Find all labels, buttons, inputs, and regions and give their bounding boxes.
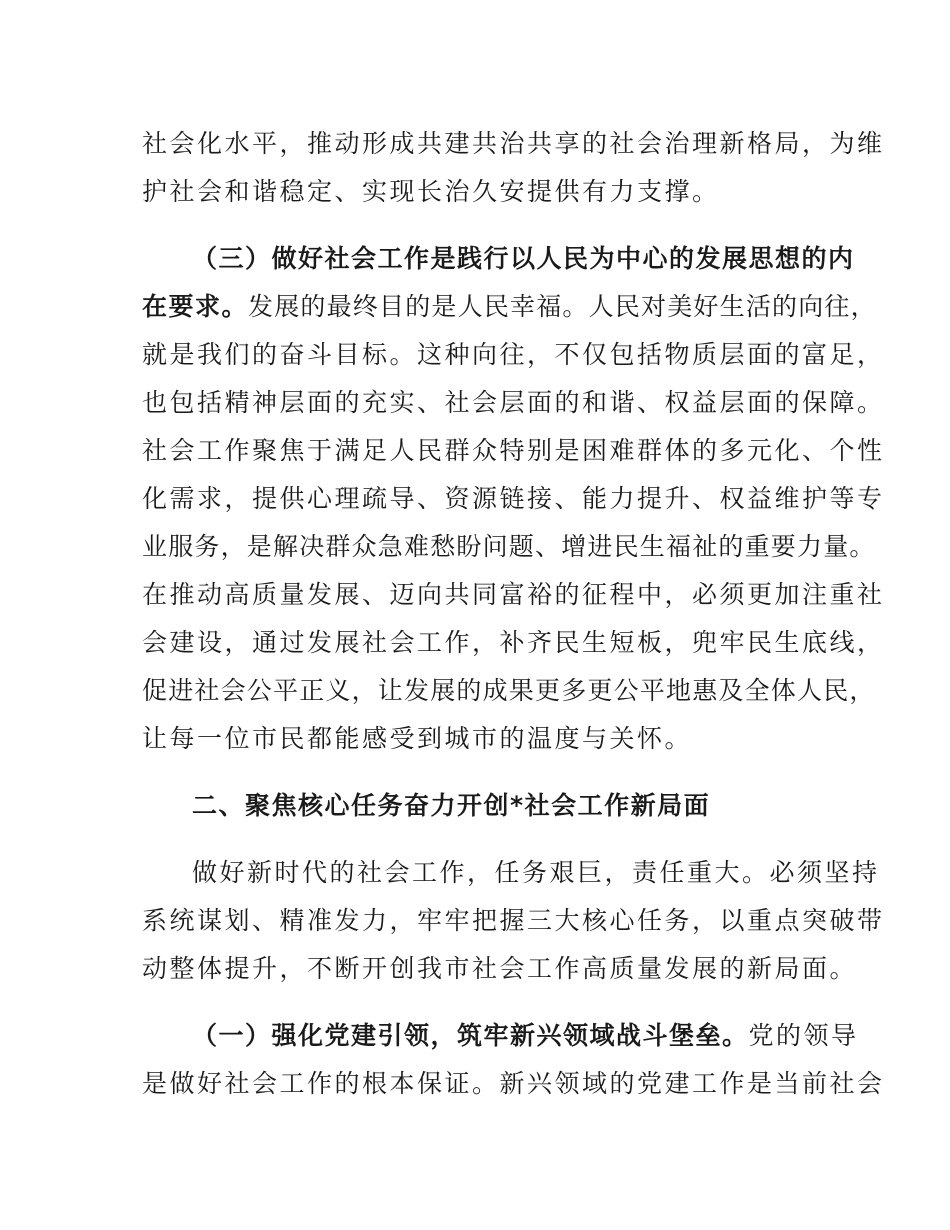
section-3-line: 让每一位市民都能感受到城市的温度与关怀。 (142, 724, 693, 753)
section-3-line: 就是我们的奋斗目标。这种向往，不仅包括物质层面的富足， (142, 340, 885, 369)
subsection-1-line-1-text: 党的领导 (748, 1021, 859, 1050)
section-3-heading: （三）做好社会工作是践行以人民为中心的发展思想的内 (192, 244, 855, 273)
section-3-heading-end: 在要求。 (142, 292, 249, 321)
section-3-line: 会建设，通过发展社会工作，补齐民生短板，兜牢民生底线， (142, 628, 885, 657)
section-3-line: 社会工作聚焦于满足人民群众特别是困难群体的多元化、个性 (142, 436, 885, 465)
subsection-1-line-1 (192, 1020, 859, 1052)
part-2-para-line: 动整体提升，不断开创我市社会工作高质量发展的新局面。 (142, 954, 858, 983)
section-3-line: 业服务，是解决群众急难愁盼问题、增进民生福祉的重要力量。 (142, 532, 876, 561)
subsection-1-heading: （一）强化党建引领，筑牢新兴领域战斗堡垒。 (192, 1021, 749, 1050)
subsection-1-line: 是做好社会工作的根本保证。新兴领域的党建工作是当前社会 (142, 1069, 885, 1098)
part-2-heading: 二、聚焦核心任务奋力开创*社会工作新局面 (192, 791, 711, 820)
section-3-line: 也包括精神层面的充实、社会层面的和谐、权益层面的保障。 (142, 388, 885, 417)
section-3-line: 促进社会公平正义，让发展的成果更多更公平地惠及全体人民， (142, 676, 876, 705)
section-3-line: 在推动高质量发展、迈向共同富裕的征程中，必须更加注重社 (142, 580, 885, 609)
section-3-line-2-text: 发展的最终目的是人民幸福。人民对美好生活的向往， (248, 292, 877, 321)
section-3-line: 化需求，提供心理疏导、资源链接、能力提升、权益维护等专 (142, 484, 885, 513)
part-2-para-line: 系统谋划、精准发力，牢牢把握三大核心任务，以重点突破带 (142, 906, 885, 935)
section-3-line-2 (142, 291, 877, 323)
intro-line-1: 社会化水平，推动形成共建共治共享的社会治理新格局，为维 (142, 129, 885, 158)
intro-line-2: 护社会和谐稳定、实现长治久安提供有力支撑。 (142, 177, 720, 206)
part-2-para-line: 做好新时代的社会工作，任务艰巨，责任重大。必须坚持 (192, 858, 880, 887)
